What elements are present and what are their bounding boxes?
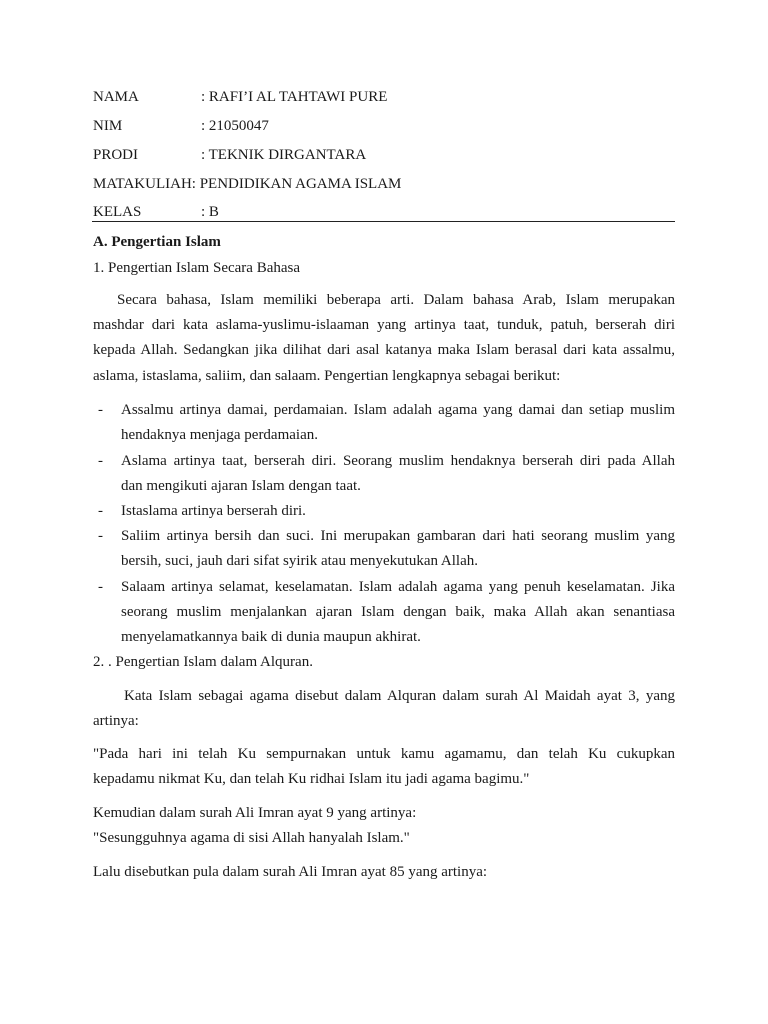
para1-line4: aslama, istaslama, saliim, dan salaam. Pengertian lengkapnya sebagai berikut: — [93, 368, 561, 384]
header-nim-row — [93, 117, 269, 135]
prodi-value: : TEKNIK DIRGANTARA — [201, 147, 367, 163]
quote2: "Sesungguhnya agama di sisi Allah hanyalah Islam." — [93, 830, 410, 846]
bullet-saliim-line1: Saliim artinya bersih dan suci. Ini merupakan gambaran dari hati seorang muslim yang — [121, 528, 675, 544]
ali-imran-85-line: Lalu disebutkan pula dalam surah Ali Imran ayat 85 yang artinya: — [93, 864, 488, 880]
para1-line3: kepada Allah. Sedangkan jika dilihat dari asal katanya maka Islam berasal dari kata assalmu, — [93, 342, 675, 358]
bullet-dash: - — [98, 528, 103, 544]
bullet-dash: - — [98, 503, 103, 519]
header-nama-row — [93, 88, 387, 106]
bullet-istaslama: Istaslama artinya berserah diri. — [121, 503, 306, 519]
item-1-heading: 1. Pengertian Islam Secara Bahasa — [93, 260, 301, 276]
header-prodi-row — [93, 146, 366, 164]
bullet-dash: - — [98, 402, 103, 418]
nim-value: : 21050047 — [201, 118, 269, 134]
para1-line2: mashdar dari kata aslama-yuslimu-islaaman yang artinya taat, tunduk, patuh, berserah diri — [93, 317, 675, 333]
prodi-label: PRODI — [93, 147, 139, 163]
quote1-line2: kepadamu nikmat Ku, dan telah Ku ridhai Islam itu jadi agama bagimu." — [93, 771, 530, 787]
bullet-dash: - — [98, 453, 103, 469]
para2-line1: Kata Islam sebagai agama disebut dalam Alquran dalam surah Al Maidah ayat 3, yang — [124, 688, 675, 704]
matakuliah-label: MATAKULIAH — [93, 176, 192, 192]
kelas-value: : B — [201, 204, 219, 220]
bullet-assalmu-line2: hendaknya menjaga perdamaian. — [121, 427, 318, 443]
quote1-line1: "Pada hari ini telah Ku sempurnakan untuk kamu agamamu, dan telah Ku cukupkan — [93, 746, 675, 762]
bullet-salaam-line3: menyelamatkannya baik di dunia maupun akhirat. — [121, 629, 421, 645]
para1-line1: Secara bahasa, Islam memiliki beberapa arti. Dalam bahasa Arab, Islam merupakan — [117, 292, 675, 308]
ali-imran-9-line: Kemudian dalam surah Ali Imran ayat 9 yang artinya: — [93, 805, 417, 821]
bullet-salaam-line1: Salaam artinya selamat, keselamatan. Islam adalah agama yang penuh keselamatan. Jika — [121, 579, 675, 595]
bullet-dash: - — [98, 579, 103, 595]
bullet-aslama-line1: Aslama artinya taat, berserah diri. Seorang muslim hendaknya berserah diri pada Allah — [121, 453, 675, 469]
kelas-label: KELAS — [93, 204, 142, 220]
para2-line2: artinya: — [93, 713, 139, 729]
header-kelas-row — [93, 203, 219, 221]
bullet-aslama-line2: dan mengikuti ajaran Islam dengan taat. — [121, 478, 361, 494]
matakuliah-value: : PENDIDIKAN AGAMA ISLAM — [191, 176, 402, 192]
header-matakuliah-row — [93, 175, 401, 193]
bullet-saliim-line2: bersih, suci, jauh dari sifat syirik atau menyekutukan Allah. — [121, 553, 478, 569]
bullet-salaam-line2: seorang muslim menjalankan ajaran Islam dengan baik, maka Allah akan senantiasa — [121, 604, 675, 620]
item-2-heading: 2. . Pengertian Islam dalam Alquran. — [93, 654, 313, 670]
bullet-assalmu-line1: Assalmu artinya damai, perdamaian. Islam adalah agama yang damai dan setiap muslim — [121, 402, 675, 418]
nim-label: NIM — [93, 118, 123, 134]
section-a-title: A. Pengertian Islam — [93, 234, 221, 250]
nama-label: NAMA — [93, 89, 139, 105]
header-divider — [92, 221, 675, 222]
nama-value: : RAFI’I AL TAHTAWI PURE — [201, 89, 388, 105]
